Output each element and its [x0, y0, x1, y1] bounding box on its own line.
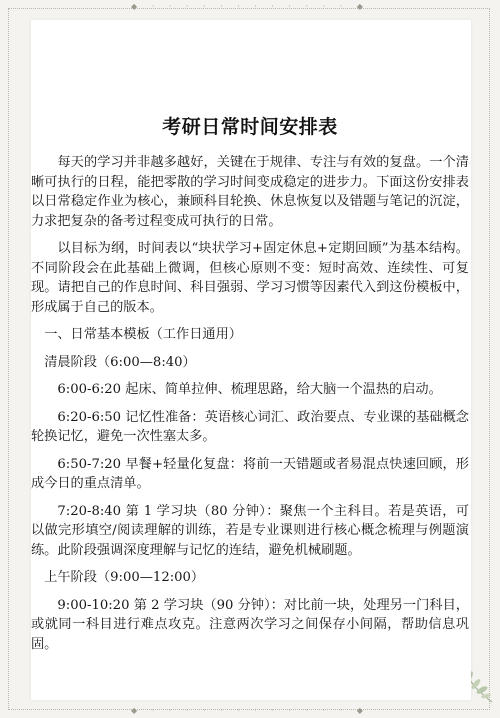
intro-paragraph-1: 每天的学习并非越多越好，关键在于规律、专注与有效的复盘。一个清晰可执行的日程，能把零散的学习时间变成稳定的进步力。下面这份安排表以日常稳定作业为核心，兼顾科目轮换、休息恢复以及错题与笔记的沉淀，力求把复杂的备考过程变成可执行的日常。 — [31, 155, 469, 229]
top-decoration: ◆ · · · · · · · · · · · · ◆ — [131, 2, 369, 11]
forenoon-stage-label: 上午阶段（9:00—12:00） — [44, 570, 205, 585]
schedule-item-4: 7:20-8:40 第 1 学习块（80 分钟）：聚焦一个主科目。若是英语，可以做完形填空/阅读理解的训练，若是专业课则进行核心概念梳理与例题演练。此阶段强调深度理解与记忆的连结，避免机械刷题。 — [31, 503, 469, 558]
document-content — [31, 114, 471, 654]
schedule-item-1: 6:00-6:20 起床、简单拉伸、梳理思路，给大脑一个温热的启动。 — [57, 382, 442, 397]
section-heading: 一、日常基本模板（工作日通用） — [44, 327, 242, 342]
schedule-item-2: 6:20-6:50 记忆性准备：英语核心词汇、政治要点、专业课的基础概念轮换记忆，避免一次性塞太多。 — [31, 409, 469, 444]
document-title: 考研日常时间安排表 — [162, 116, 338, 138]
morning-stage-label: 清晨阶段（6:00—8:40） — [44, 354, 196, 370]
schedule-item-3: 6:50-7:20 早餐+轻量化复盘：将前一天错题或者易混点快速回顾，形成今日的重点清单。 — [31, 456, 469, 491]
bottom-decoration: ◆ · · · · · · · · · · · · ◆ — [131, 706, 369, 715]
intro-paragraph-2: 以目标为纲，时间表以“块状学习+固定休息+定期回顾”为基本结构。不同阶段会在此基础上微调，但核心原则不变：短时高效、连续性、可复现。请把自己的作息时间、科目强弱、学习习惯等因素代入到这份模板中，形成属于自己的版本。 — [31, 241, 469, 315]
document-page — [31, 20, 471, 700]
schedule-item-5: 9:00-10:20 第 2 学习块（90 分钟）：对比前一块，处理另一门科目，或就同一科目进行难点攻克。注意两次学习之间保存小间隔，帮助信息巩固。 — [31, 597, 469, 652]
